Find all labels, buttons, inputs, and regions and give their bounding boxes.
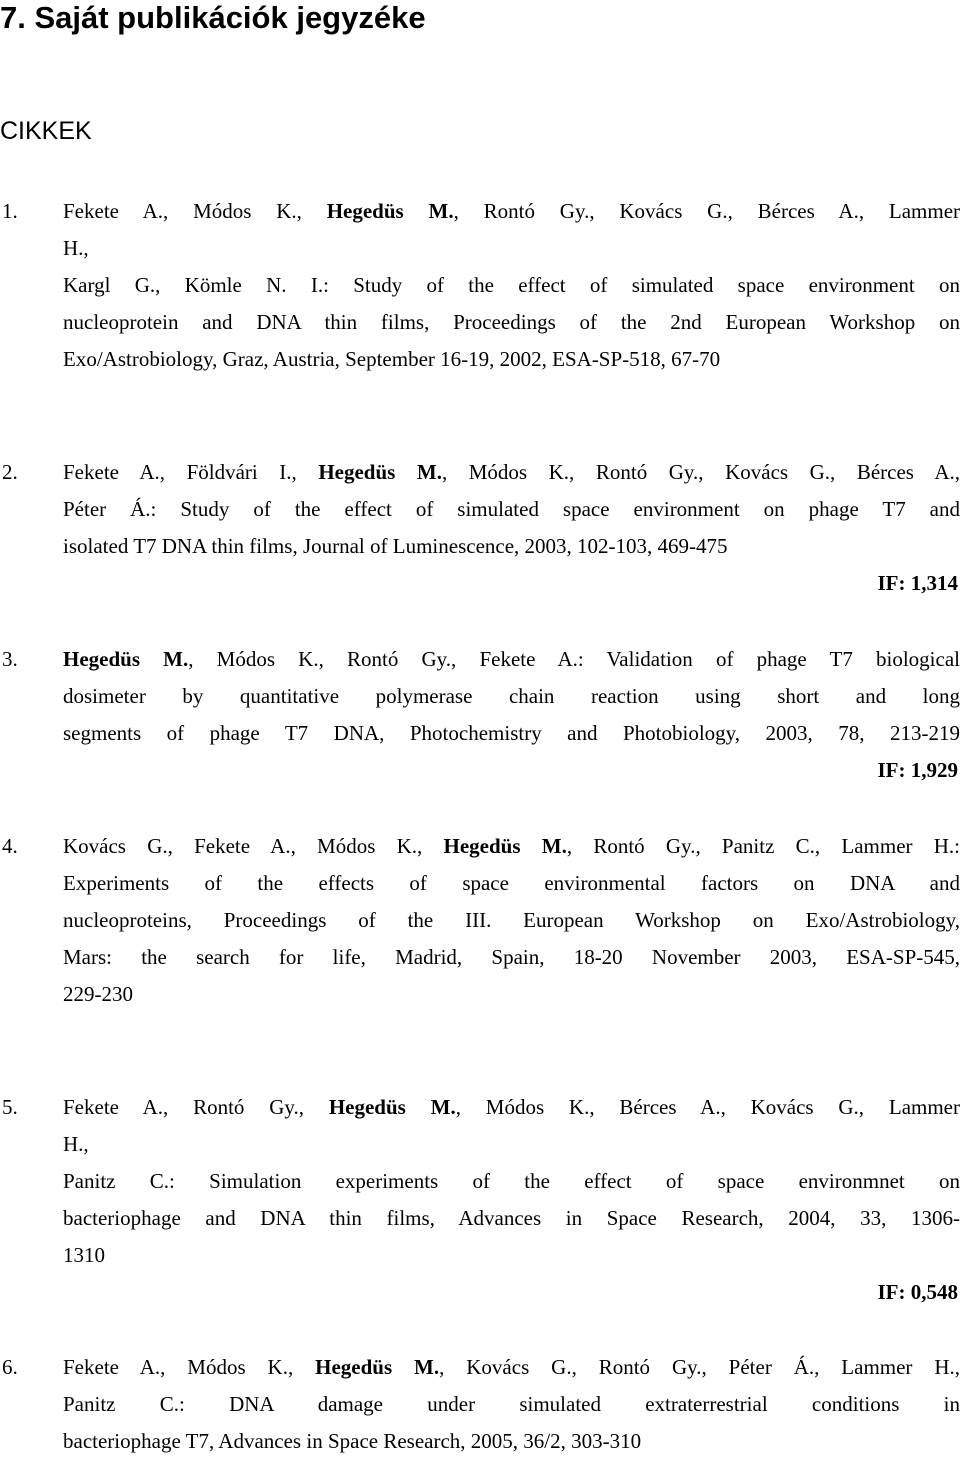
entry-line: Kargl G., Kömle N. I.: Study of the effect of simulated space environment on (63, 273, 960, 297)
entry-line: 1310 (63, 1243, 105, 1267)
entry-line: H., (63, 1132, 89, 1156)
entry-line: H., (63, 236, 89, 260)
page-title: 7. Saját publikációk jegyzéke (0, 0, 426, 35)
entry-line: nucleoproteins, Proceedings of the III. European Workshop on Exo/Astrobiology, (63, 908, 960, 932)
entry-line: Panitz C.: DNA damage under simulated extraterrestrial conditions in (63, 1392, 960, 1416)
entry-line: dosimeter by quantitative polymerase chain reaction using short and long (63, 684, 960, 708)
impact-factor: IF: 1,929 (877, 758, 958, 782)
entry-line: isolated T7 DNA thin films, Journal of Luminescence, 2003, 102-103, 469-475 (63, 534, 728, 558)
publication-entry (0, 1349, 960, 1460)
section-heading: CIKKEK (0, 117, 92, 145)
impact-factor: IF: 0,548 (877, 1280, 958, 1304)
entry-number: 1. (2, 199, 18, 223)
entry-number: 5. (2, 1095, 18, 1119)
entry-line: bacteriophage and DNA thin films, Advances in Space Research, 2004, 33, 1306- (63, 1206, 960, 1230)
impact-factor: IF: 1,314 (877, 571, 958, 595)
entry-line: Hegedüs M., Módos K., Rontó Gy., Fekete A.: Validation of phage T7 biological (63, 647, 960, 671)
entry-line: Fekete A., Rontó Gy., Hegedüs M., Módos K., Bérces A., Kovács G., Lammer (63, 1095, 960, 1119)
entry-number: 3. (2, 647, 18, 671)
entry-line: Experiments of the effects of space environmental factors on DNA and (63, 871, 960, 895)
entry-line: bacteriophage T7, Advances in Space Research, 2005, 36/2, 303-310 (63, 1429, 642, 1453)
entry-number: 6. (2, 1355, 18, 1379)
entry-line: Fekete A., Módos K., Hegedüs M., Kovács G., Rontó Gy., Péter Á., Lammer H., (63, 1355, 960, 1379)
publication-entry (0, 828, 960, 1013)
entry-line: Fekete A., Módos K., Hegedüs M., Rontó Gy., Kovács G., Bérces A., Lammer (63, 199, 960, 223)
entry-line: 229-230 (63, 982, 133, 1006)
entry-line: Péter Á.: Study of the effect of simulated space environment on phage T7 and (63, 497, 960, 521)
entry-line: Fekete A., Földvári I., Hegedüs M., Módos K., Rontó Gy., Kovács G., Bérces A., (63, 460, 960, 484)
entry-number: 4. (2, 834, 18, 858)
publication-entry (0, 454, 960, 602)
publication-entry (0, 1089, 960, 1311)
entry-line: Kovács G., Fekete A., Módos K., Hegedüs M., Rontó Gy., Panitz C., Lammer H.: (63, 834, 960, 858)
publication-entry (0, 641, 960, 789)
entry-line: Exo/Astrobiology, Graz, Austria, September 16-19, 2002, ESA-SP-518, 67-70 (63, 347, 721, 371)
entry-line: Panitz C.: Simulation experiments of the effect of space environmnet on (63, 1169, 960, 1193)
entry-line: Mars: the search for life, Madrid, Spain, 18-20 November 2003, ESA-SP-545, (63, 945, 960, 969)
entry-number: 2. (2, 460, 18, 484)
entry-line: segments of phage T7 DNA, Photochemistry and Photobiology, 2003, 78, 213-219 (63, 721, 960, 745)
entry-line: nucleoprotein and DNA thin films, Proceedings of the 2nd European Workshop on (63, 310, 960, 334)
publication-entry (0, 193, 960, 378)
